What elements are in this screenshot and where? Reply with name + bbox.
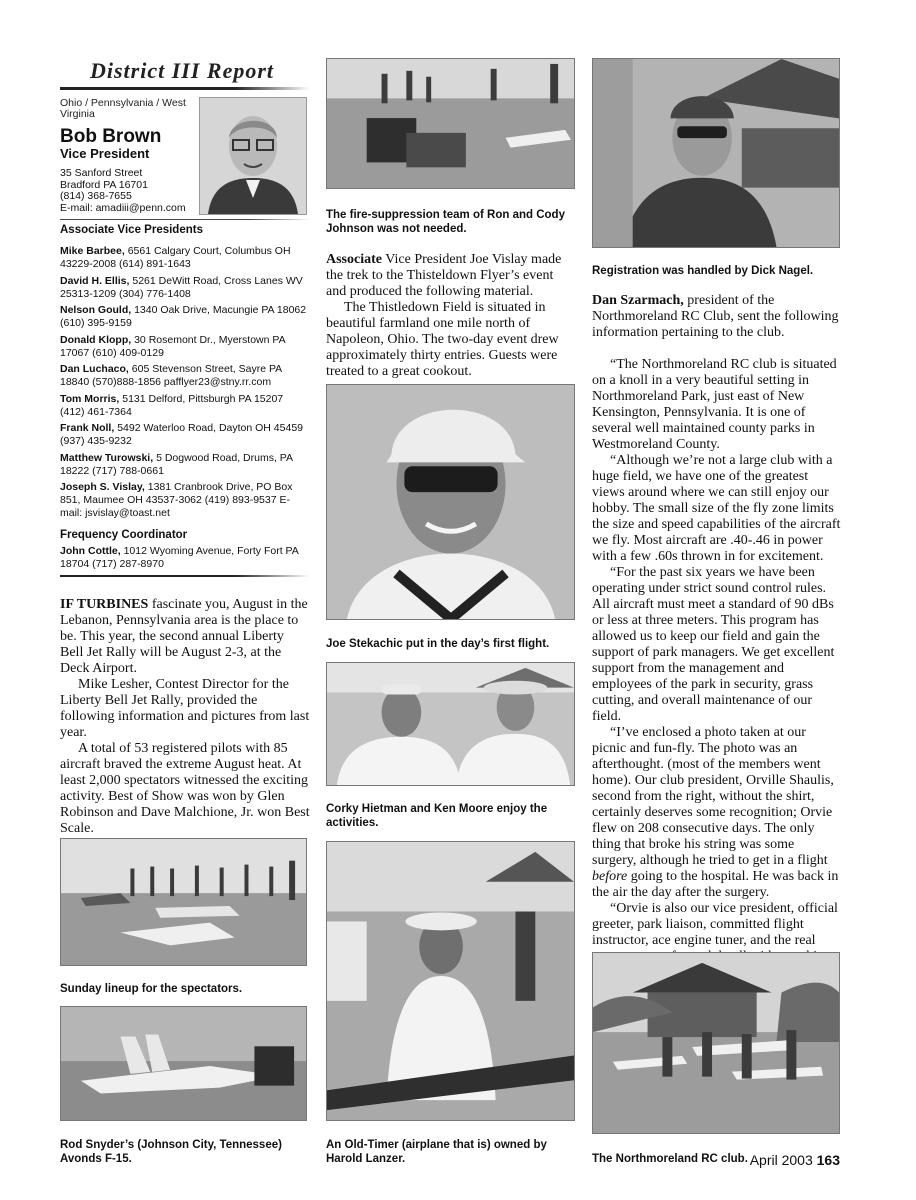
paragraph: IF TURBINES fascinate you, August in the Lebanon, Pennsylvania area is the place to be. This year, the second annual Liberty Bell Jet Rally will be August 2-3, at the Deck Airport. [60, 597, 308, 676]
associate-item [60, 363, 308, 389]
vp-address-line1: 35 Sanford Street [60, 167, 143, 179]
associate-details: 605 Stevenson Street, Sayre PA 18840 (570)888-1856 pafflyer23@stny.rr.com [60, 363, 282, 388]
page-title: District III Report [90, 58, 275, 83]
associate-name: Nelson Gould, [60, 304, 132, 316]
associate-details: 1381 Cranbrook Drive, PO Box 851, Maumee OH 43537-3062 (419) 893-9537 E-mail: jsvislay@toast.net [60, 481, 293, 519]
associate-name: Matthew Turowski, [60, 451, 154, 464]
vp-email: E-mail: amadiii@penn.com [60, 201, 186, 214]
associate-name: Mike Barbee, [60, 245, 125, 257]
paragraph: “I’ve enclosed a photo taken at our picnic and fun-fly. The photo was an afterthought. (most of the members went home). Our club president, Orville Shaulis, second from the right, without the shirt, certainly deserves some recognition; Orvie flew on 208 consecutive days. The only thing that broke his string was some surgery, although he tried to get in a flight before going to the hospital. He was back in the air the day after the surgery. [592, 725, 839, 900]
caption-rod: Rod Snyder’s (Johnson City, Tennessee) Avonds F-15. [60, 1139, 282, 1165]
registration-photo [592, 58, 840, 248]
fire-team-photo [326, 58, 575, 189]
caption-sunday: Sunday lineup for the spectators. [60, 983, 243, 995]
frequency-details: 1012 Wyoming Avenue, Forty Fort PA 18704 (717) 287-8970 [60, 545, 299, 570]
associate-details: 6561 Calgary Court, Columbus OH 43229-2008 (614) 891-1643 [60, 245, 291, 270]
associate-name: David H. Ellis, [60, 274, 130, 287]
paragraph: “Orvie is also our vice president, official greeter, park liaison, committed flight instructor, ace engine tuner, and the real [592, 901, 842, 981]
associates-list [60, 245, 308, 575]
paragraph: Associate Vice President Joe Vislay made the trek to the Thisteldown Flyer’s event and produced the following material. [326, 252, 562, 299]
corky-ken-photo [326, 662, 575, 786]
associate-details: 1340 Oak Drive, Macungie PA 18062 (610) 395-9159 [60, 304, 307, 329]
page-number: 163 [816, 1152, 840, 1168]
associate-item [60, 481, 308, 520]
caption-fire-team: The fire-suppression team of Ron and Cody Johnson was not needed. [326, 209, 565, 235]
associate-item [60, 393, 308, 419]
paragraph: “Although we’re not a large club with a huge field, we have one of the greatest views around where we can still enjoy our hobby. The small size of the fly zone limits the size and speed capabilities of the aircraft we fly. Most aircraft are .40-.46 in power with a few .60s thrown in for excitement. [592, 453, 841, 564]
frequency-heading: Frequency Coordinator [60, 529, 188, 541]
lead-in: Associate [326, 252, 382, 267]
lead-in: IF TURBINES [60, 597, 149, 612]
vp-contact [60, 168, 186, 214]
column2-text [326, 252, 576, 380]
associate-name: Frank Noll, [60, 422, 115, 434]
associate-name: Joseph S. Vislay, [60, 481, 145, 493]
paragraph: Mike Lesher, Contest Director for the Liberty Bell Jet Rally, provided the following information and pictures from last year. [60, 677, 310, 740]
associate-details: 5131 Delford, Pittsburgh PA 15207 (412) 461-7364 [60, 392, 284, 418]
vp-portrait-photo [199, 97, 307, 215]
old-timer-photo [326, 841, 575, 1121]
vp-title: Vice President [60, 146, 150, 161]
associate-name: Dan Luchaco, [60, 363, 129, 375]
associate-item [60, 422, 308, 448]
associate-item [60, 452, 308, 478]
vp-phone: (814) 368-7655 [60, 190, 132, 202]
district-region: Ohio / Pennsylvania / West Virginia [60, 97, 186, 120]
caption-northmoreland: The Northmoreland RC club. [592, 1153, 748, 1165]
header-divider [60, 219, 310, 220]
caption-joe: Joe Stekachic put in the day’s first flight. [326, 638, 550, 650]
paragraph: A total of 53 registered pilots with 85 aircraft braved the extreme August heat. At least 2,000 spectators witnessed the exciting activity. Best of Show was won by Glen Robinson and Dave Malchione, Jr. won Best Scale. [60, 741, 310, 836]
northmoreland-club-photo [592, 952, 840, 1134]
joe-photo [326, 384, 575, 620]
associate-details: 5261 DeWitt Road, Cross Lanes WV 25313-1209 (304) 776-1408 [60, 274, 303, 300]
column3-text [592, 293, 842, 981]
sunday-lineup-photo [60, 838, 307, 966]
caption-registration: Registration was handled by Dick Nagel. [592, 265, 814, 277]
frequency-coordinator [60, 545, 308, 571]
associate-item [60, 245, 308, 271]
f15-photo [60, 1006, 307, 1121]
paragraph: “The Northmoreland RC club is situated on a knoll in a very beautiful setting in Northmoreland Park, just east of New Kensington, Pennsylvania. It is one of several well maintained county parks in Westmoreland County. [592, 357, 837, 452]
frequency-name: John Cottle, [60, 545, 121, 557]
vp-address-line2: Bradford PA 16701 [60, 178, 148, 191]
caption-corky: Corky Hietman and Ken Moore enjoy the activities. [326, 803, 548, 829]
associate-item [60, 304, 308, 330]
associate-name: Donald Klopp, [60, 333, 132, 346]
paragraph: “For the past six years we have been operating under strict sound control rules. All aircraft must meet a standard of 90 dBs or less at three meters. This program has allowed us to keep our field and gain the support of park managers. We get excellent support from the management and employees of the park in security, grass cutting, and overall maintenance of our field. [592, 565, 835, 724]
lead-in: Dan Szarmach, [592, 293, 684, 308]
associate-name: Tom Morris, [60, 392, 120, 405]
column1-text [60, 597, 310, 837]
caption-old-timer: An Old-Timer (airplane that is) owned by Harold Lanzer. [326, 1139, 547, 1165]
vp-name: Bob Brown [60, 126, 162, 147]
associate-item [60, 334, 308, 360]
associate-details: 5492 Waterloo Road, Dayton OH 45459 (937) 435-9232 [60, 422, 303, 447]
associates-heading: Associate Vice Presidents [60, 224, 203, 236]
associate-item [60, 275, 308, 301]
associate-details: 30 Rosemont Dr., Myerstown PA 17067 (610) 409-0129 [60, 333, 286, 359]
paragraph: Dan Szarmach, president of the Northmoreland RC Club, sent the following information pertaining to the club. [592, 293, 839, 340]
page-footer [750, 1152, 840, 1168]
associate-details: 5 Dogwood Road, Drums, PA 18222 (717) 788-0661 [60, 451, 293, 477]
sidebar-bottom-rule [60, 575, 310, 577]
issue-date: April 2003 [749, 1152, 813, 1168]
title-rule [60, 87, 310, 90]
paragraph: The Thistledown Field is situated in beautiful farmland one mile north of Napoleon, Ohio. The two-day event drew approximately thirty entries. Guests were treated to a great cookout. [326, 300, 559, 379]
